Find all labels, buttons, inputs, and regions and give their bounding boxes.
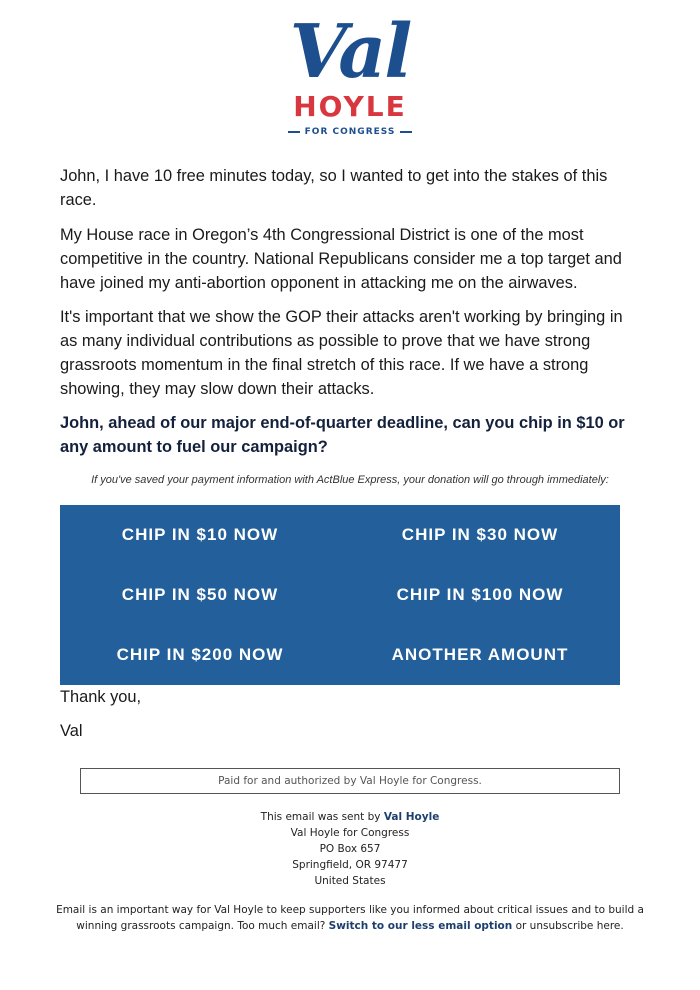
signoff-thanks: Thank you,	[60, 688, 142, 706]
dash-right	[400, 131, 412, 133]
paid-for-disclaimer: Paid for and authorized by Val Hoyle for Congress.	[80, 768, 620, 794]
po-box: PO Box 657	[319, 843, 381, 855]
chip-in-50-button[interactable]: CHIP IN $50 NOW	[121, 585, 279, 604]
actblue-express-note: If you've saved your payment information with ActBlue Express, your donation will go through immediately:	[91, 474, 609, 486]
logo-name: Val	[289, 9, 411, 95]
logo-tagline: FOR CONGRESS	[0, 126, 700, 138]
paragraph-intro: John, I have 10 free minutes today, so I wanted to get into the stakes of this race.	[60, 167, 608, 209]
chip-in-30-button[interactable]: CHIP IN $30 NOW	[401, 525, 559, 544]
paragraph-race: My House race in Oregon’s 4th Congressional District is one of the most competitive in the country. National Republicans consider me a top target and have joined my anti-abortion opponent in attacking me on the airwaves.	[60, 226, 622, 292]
email-preferences-note: Email is an important way for Val Hoyle to keep supporters like you informed about critical issues and to build a winning grassroots campaign. Too much email? Switch to our less email option or unsubscribe here.	[56, 904, 644, 932]
country: United States	[314, 875, 386, 887]
logo-surname: HOYLE	[293, 90, 407, 123]
chip-in-100-button[interactable]: CHIP IN $100 NOW	[396, 585, 564, 604]
unsubscribe-link[interactable]: unsubscribe here.	[529, 920, 624, 932]
another-amount-button[interactable]: ANOTHER AMOUNT	[391, 645, 569, 664]
dash-left	[288, 131, 300, 133]
city-state-zip: Springfield, OR 97477	[292, 859, 408, 871]
donation-button-grid	[60, 505, 620, 685]
chip-in-10-button[interactable]: CHIP IN $10 NOW	[121, 525, 279, 544]
signoff-name: Val	[60, 722, 83, 740]
org-name: Val Hoyle for Congress	[290, 827, 410, 839]
less-email-link[interactable]: Switch to our less email option	[328, 920, 513, 932]
campaign-logo	[0, 9, 700, 142]
donation-ask: John, ahead of our major end-of-quarter deadline, can you chip in $10 or any amount to fuel our campaign?	[60, 414, 625, 456]
chip-in-200-button[interactable]: CHIP IN $200 NOW	[116, 645, 284, 664]
paragraph-gop: It's important that we show the GOP their attacks aren't working by bringing in as many individual contributions as possible to prove that we have strong grassroots momentum in the final stretch of this race. If we have a strong showing, they may slow down their attacks.	[60, 308, 623, 398]
sender-name: Val Hoyle	[383, 811, 440, 823]
sent-by-line: This email was sent by Val Hoyle	[260, 811, 440, 823]
sender-address-block	[0, 809, 700, 889]
